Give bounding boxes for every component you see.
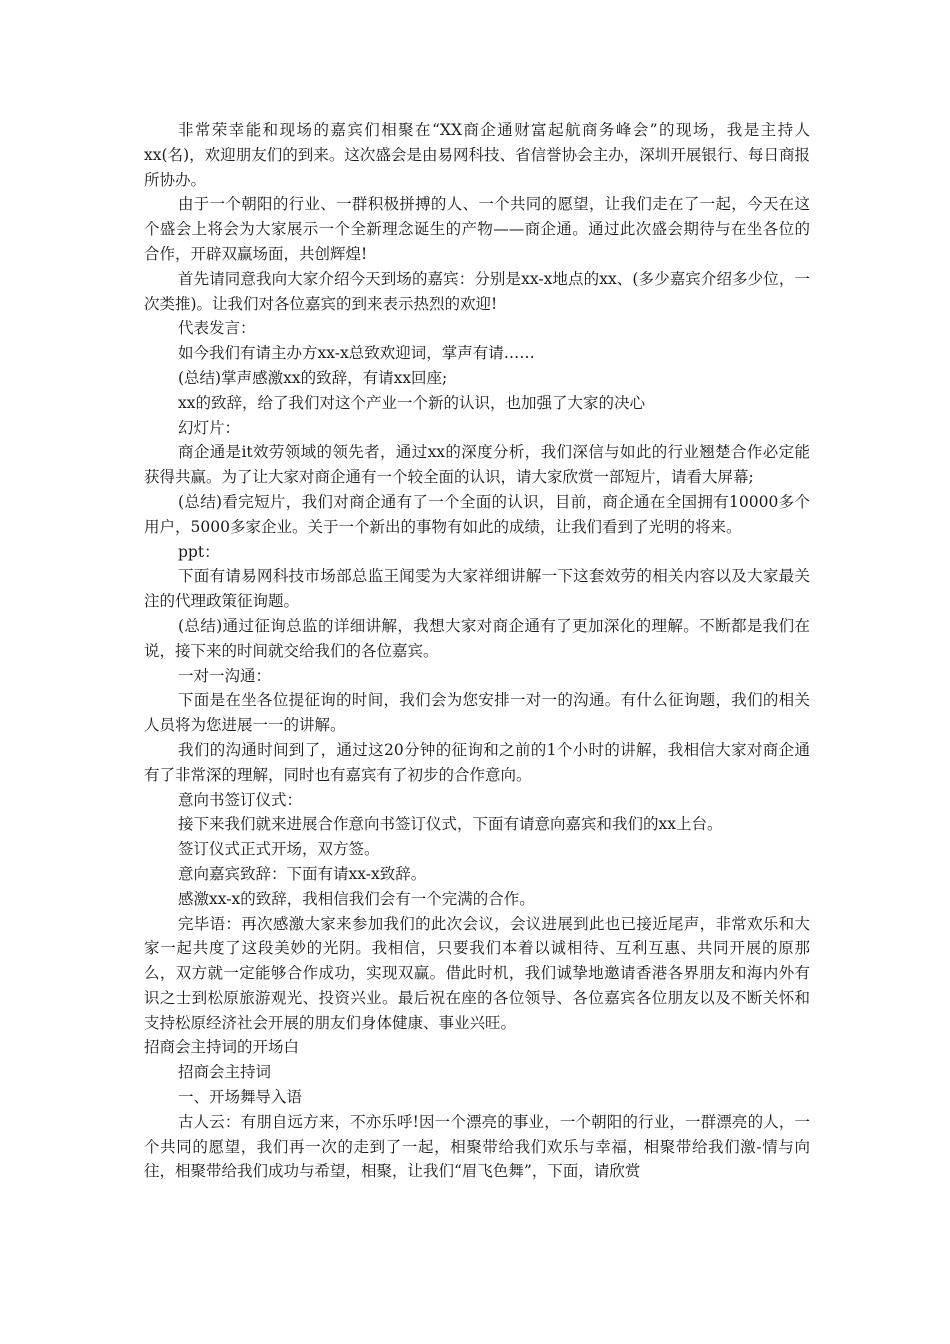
paragraph-guests: 首先请同意我向大家介绍今天到场的嘉宾：分别是xx-x地点的xx、(多少嘉宾介绍多少位，一次类推)。让我们对各位嘉宾的到来表示热烈的欢迎! — [144, 269, 810, 313]
paragraph-intro: 非常荣幸能和现场的嘉宾们相聚在“XX商企通财富起航商务峰会”的现场，我是主持人xx(名)，欢迎朋友们的到来。这次盛会是由易网科技、省信誉协会主办，深圳开展银行、每日商报所协办。 — [144, 121, 810, 189]
document-title: 招商会主持词的开场白 — [144, 1038, 300, 1057]
paragraph-theme: 由于一个朝阳的行业、一群积极拼搏的人、一个共同的愿望，让我们走在了一起，今天在这个盛会上将会为大家展示一个全新理念诞生的产物——商企通。通过此次盛会期待与在坐各位的合作，开辟双赢场面，共创辉煌! — [144, 195, 810, 263]
paragraph-closing: 完毕语：再次感激大家来参加我们的此次会议，会议进展到此也已接近尾声，非常欢乐和大家一起共度了这段美妙的光阴。我相信，只要我们本着以诚相待、互利互惠、共同开展的原那么，双方就一定能够合作成功，实现双赢。借此时机，我们诚挚地邀请香港各界朋友和海内外有识之士到松原旅游观光、投资兴业。最后祝在座的各位领导、各位嘉宾各位朋友以及不断关怀和支持松原经济社会开展的朋友们身体健康、事业兴旺。 — [144, 914, 810, 1032]
paragraph-guest-thanks: 感激xx-x的致辞，我相信我们会有一个完满的合作。 — [178, 889, 535, 908]
section-heading-one-on-one: 一对一沟通： — [178, 666, 272, 685]
paragraph-signing-intro: 接下来我们就来进展合作意向书签订仪式，下面有请意向嘉宾和我们的xx上台。 — [178, 815, 723, 834]
paragraph-ppt-summary: (总结)通过征询总监的详细讲解，我想大家对商企通有了更加深化的理解。不断都是我们在说，接下来的时间就交给我们的各位嘉宾。 — [144, 616, 810, 660]
section-title: 招商会主持词 — [178, 1063, 272, 1082]
paragraph-summary-thanks: (总结)掌声感激xx的致辞，有请xx回座; — [178, 368, 448, 387]
paragraph-signing-start: 签订仪式正式开场，双方签。 — [178, 840, 380, 859]
section-heading-opening-dance: 一、开场舞导入语 — [178, 1088, 303, 1107]
section-heading-slides: 幻灯片： — [178, 418, 241, 437]
section-heading-signing: 意向书签订仪式： — [178, 790, 303, 809]
paragraph-slides-summary: (总结)看完短片，我们对商企通有了一个全面的认识，目前，商企通在全国拥有10000多个用户，5000多家企业。关于一个新出的事物有如此的成绩，让我们看到了光明的将来。 — [144, 492, 810, 536]
document-page — [144, 118, 810, 1184]
section-heading-ppt: ppt： — [178, 542, 220, 561]
paragraph-guest-speech: 意向嘉宾致辞：下面有请xx-x致辞。 — [178, 864, 427, 883]
paragraph-one-on-one-summary: 我们的沟通时间到了，通过这20分钟的征询和之前的1个小时的讲解，我相信大家对商企通有了非常深的理解，同时也有嘉宾有了初步的合作意向。 — [144, 740, 810, 784]
paragraph-one-on-one-intro: 下面是在坐各位提征询的时间，我们会为您安排一对一的沟通。有什么征询题，我们的相关人员将为您进展一一的讲解。 — [144, 691, 810, 735]
paragraph-welcome-speech: 如今我们有请主办方xx-x总致欢迎词，掌声有请…… — [178, 344, 535, 363]
paragraph-speech-effect: xx的致辞，给了我们对这个产业一个新的认识，也加强了大家的决心 — [178, 393, 645, 412]
paragraph-slides-intro: 商企通是it效劳领域的领先者，通过xx的深度分析，我们深信与如此的行业翘楚合作必定能获得共赢。为了让大家对商企通有一个较全面的认识，请大家欣赏一部短片，请看大屏幕; — [144, 443, 810, 487]
paragraph-ppt-presenter: 下面有请易网科技市场部总监王闻雯为大家祥细讲解一下这套效劳的相关内容以及大家最关注的代理政策征询题。 — [144, 567, 810, 611]
section-heading-representative-speech: 代表发言： — [178, 319, 256, 338]
paragraph-opening-dance: 古人云：有朋自远方来，不亦乐呼!因一个漂亮的事业，一个朝阳的行业，一群漂亮的人，一个共同的愿望，我们再一次的走到了一起，相聚带给我们欢乐与幸福，相聚带给我们激-情与向往，相聚带给我们成功与希望，相聚，让我们“眉飞色舞”，下面，请欣赏 — [144, 1112, 810, 1181]
